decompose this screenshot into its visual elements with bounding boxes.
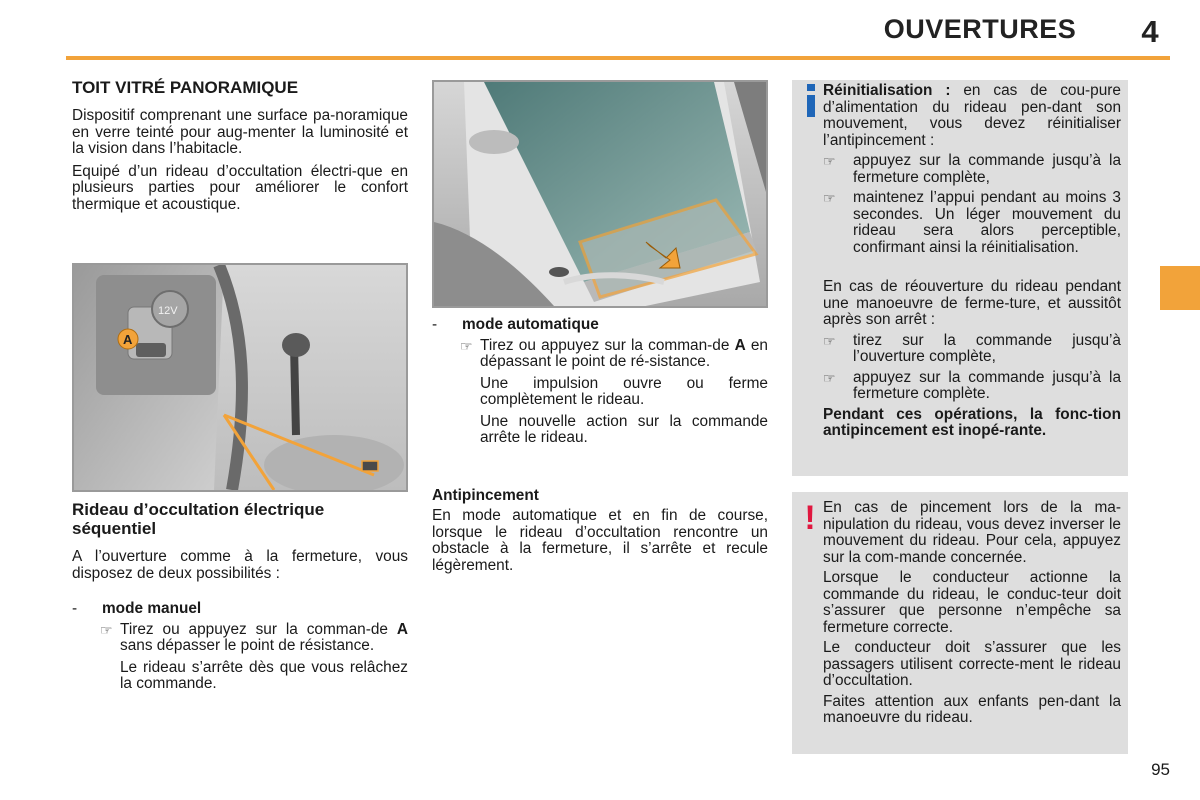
info-panel-text — [823, 83, 1121, 440]
column-middle — [432, 317, 768, 574]
auto-mode-note-1: Une impulsion ouvre ou ferme complètement le rideau. — [480, 374, 768, 408]
warning-paragraph-2: Lorsque le conducteur actionne la commande du rideau, le conduc-teur doit s’assurer que personne n’empêche sa fermeture correcte. — [823, 569, 1121, 636]
hand-pointer-icon: ☞ — [100, 621, 113, 638]
subsection-title: Rideau d’occultation électrique séquentiel — [72, 500, 325, 538]
hand-pointer-icon: ☞ — [823, 332, 836, 349]
column-left — [72, 78, 408, 213]
warning-paragraph-4: Faites attention aux enfants pen-dant la manoeuvre du rideau. — [823, 692, 1121, 726]
roof-illustration — [434, 82, 766, 306]
chapter-number: 4 — [1141, 14, 1159, 49]
auto-mode-note-2: Une nouvelle action sur la commande arrête le rideau. — [480, 412, 768, 446]
roof-photo — [432, 80, 768, 308]
antipinch-paragraph: En mode automatique et en fin de course, lorsque le rideau d’occultation rencontre un obstacle à la fermeture, il s’arrête et recule légèrement. — [432, 507, 768, 574]
auto-mode-instruction: ☞ Tirez ou appuyez sur la comman-de A en dépassant le point de ré-sistance. — [460, 336, 768, 370]
manual-mode-note: Le rideau s’arrête dès que vous relâchez la commande. — [120, 658, 408, 692]
manual-mode-instruction: ☞ Tirez ou appuyez sur la comman-de A sans dépasser le point de résistance. — [100, 620, 408, 654]
warning-paragraph-3: Le conducteur doit s’assurer que les passagers utilisent correcte-ment le rideau d’occultation. — [823, 639, 1121, 689]
reinit-paragraph: Réinitialisation : en cas de cou-pure d’alimentation du rideau pen-dant son mouvement, vous devez réinitialiser l’antipincement : — [823, 82, 1121, 149]
inoperative-warning: Pendant ces opérations, la fonc-tion antipincement est inopé-rante. — [823, 405, 1121, 439]
warning-panel-text — [823, 500, 1121, 727]
antipinch-title: Antipincement — [432, 486, 539, 504]
control-photo — [72, 263, 408, 492]
socket-label: 12V — [158, 305, 178, 317]
auto-mode-heading: - mode automatique — [432, 316, 599, 333]
reinit-step-1: ☞ appuyez sur la commande jusqu’à la fermeture complète, — [823, 152, 1121, 186]
control-illustration — [74, 265, 406, 490]
warning-icon: ! — [804, 499, 816, 537]
section-title: TOIT VITRÉ PANORAMIQUE — [72, 78, 299, 97]
intro-paragraph: Dispositif comprenant une surface pa-noramique en verre teinté pour aug-menter la luminosité et la vision dans l’habitacle. — [72, 107, 408, 157]
hand-pointer-icon: ☞ — [823, 153, 836, 169]
manual-mode-heading: - mode manuel — [72, 600, 202, 617]
hand-pointer-icon: ☞ — [460, 337, 473, 354]
header-rule — [66, 56, 1170, 60]
hand-pointer-icon: ☞ — [823, 369, 836, 386]
hand-pointer-icon: ☞ — [823, 190, 836, 206]
equipment-paragraph: Equipé d’un rideau d’occultation électri-que en plusieurs parties pour améliorer le confort thermique et acoustique. — [72, 162, 408, 213]
page-title: OUVERTURES — [883, 14, 1077, 44]
reinit-step-2: ☞ maintenez l’appui pendant au moins 3 secondes. Un léger mouvement du rideau sera alors perceptible, confirmant ainsi la réinitialisation. — [823, 189, 1121, 256]
page-number: 95 — [1151, 760, 1170, 779]
column-left-lower — [72, 500, 408, 693]
possibilities-paragraph: A l’ouverture comme à la fermeture, vous disposez de deux possibilités : — [72, 548, 408, 582]
warning-paragraph-1: En cas de pincement lors de la ma-nipulation du rideau, vous devez inverser le mouvement du rideau. Pour cela, appuyez sur la com-mande concernée. — [823, 499, 1121, 566]
reopen-step-1: ☞ tirez sur la commande jusqu’à l’ouverture complète, — [823, 331, 1121, 365]
info-icon — [800, 84, 822, 118]
marker-a-label: A — [123, 332, 133, 347]
chapter-tab — [1160, 266, 1200, 310]
reopen-step-2: ☞ appuyez sur la commande jusqu’à la fermeture complète. — [823, 368, 1121, 402]
reopen-paragraph: En cas de réouverture du rideau pendant une manoeuvre de ferme-ture, et aussitôt après son arrêt : — [823, 278, 1121, 328]
